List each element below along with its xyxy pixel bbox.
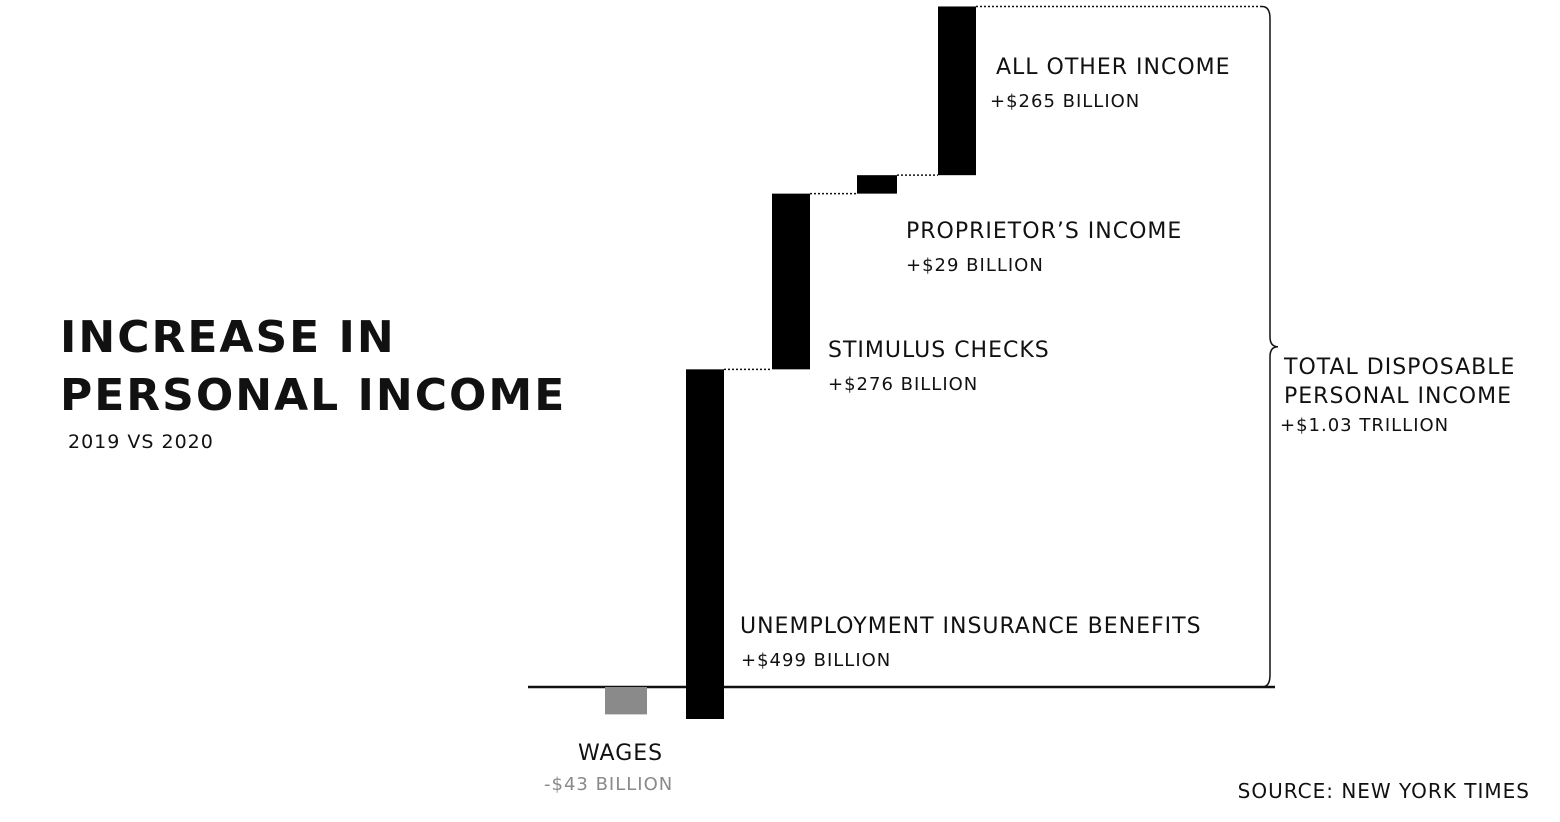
label-unemployment: UNEMPLOYMENT INSURANCE BENEFITS <box>740 614 1202 639</box>
label-stimulus: STIMULUS CHECKS <box>828 338 1050 363</box>
value-all-other: +$265 BILLION <box>990 91 1141 112</box>
label-wages: WAGES <box>578 741 664 766</box>
value-wages: -$43 BILLION <box>544 774 674 795</box>
label-proprietors: PROPRIETOR’S INCOME <box>906 219 1183 244</box>
total-label-line-1: TOTAL DISPOSABLE <box>1284 355 1516 380</box>
chart-title-line-2: PERSONAL INCOME <box>60 370 567 421</box>
total-label-line-2: PERSONAL INCOME <box>1284 384 1512 409</box>
value-proprietors: +$29 BILLION <box>906 255 1044 276</box>
value-unemployment: +$499 BILLION <box>741 650 892 671</box>
chart-title-line-1: INCREASE IN <box>60 312 396 363</box>
source-note: SOURCE: NEW YORK TIMES <box>1237 779 1530 803</box>
value-stimulus: +$276 BILLION <box>828 374 979 395</box>
chart-subtitle: 2019 VS 2020 <box>68 431 214 453</box>
total-bracket <box>1262 6 1278 687</box>
bar-proprietors <box>857 175 897 193</box>
total-value: +$1.03 TRILLION <box>1280 415 1450 436</box>
bar-unemployment <box>686 369 724 719</box>
bar-all-other <box>938 6 976 175</box>
label-all-other: ALL OTHER INCOME <box>996 55 1231 80</box>
bar-stimulus <box>772 194 810 370</box>
bar-wages <box>605 687 647 714</box>
